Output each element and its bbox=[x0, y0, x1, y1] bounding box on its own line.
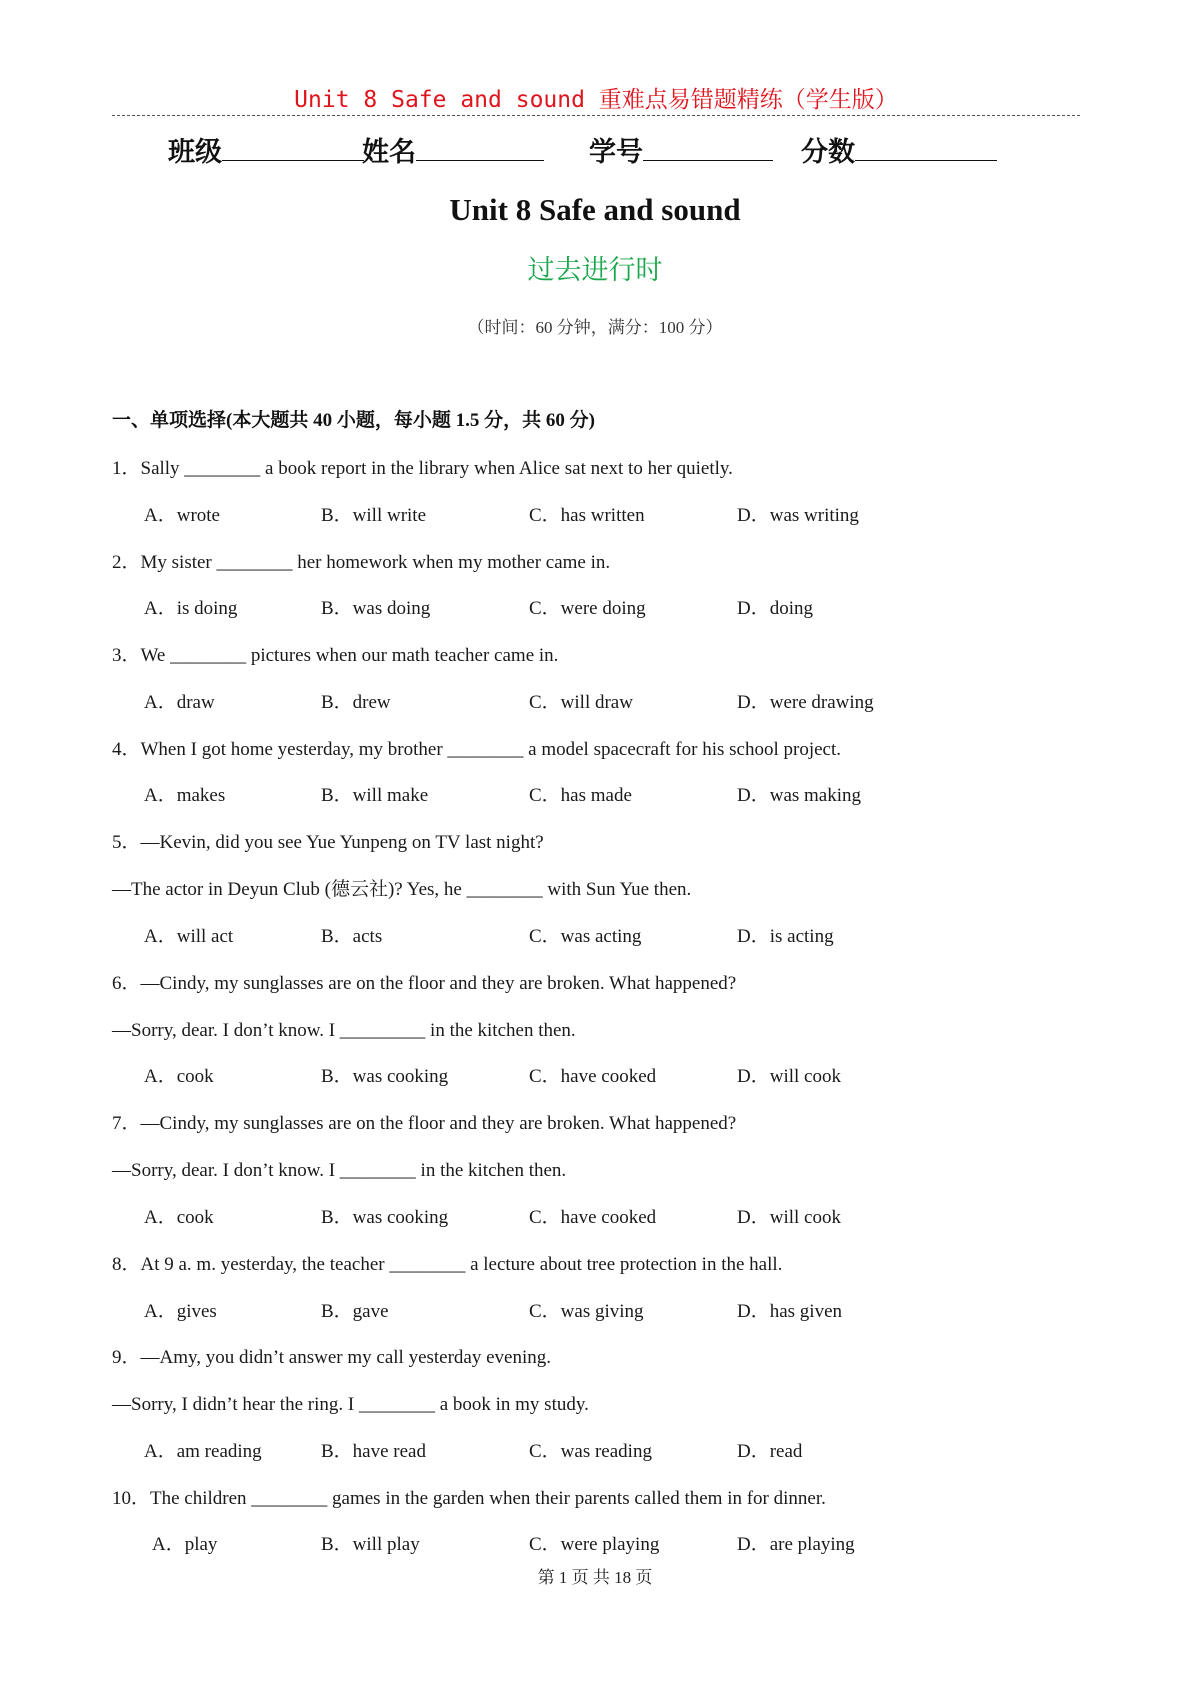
question-6-options bbox=[0, 1064, 1190, 1090]
option-a[interactable]: A．will act bbox=[144, 926, 234, 947]
name-blank[interactable] bbox=[416, 132, 544, 161]
name-field bbox=[362, 132, 544, 171]
page-subtitle: 过去进行时 bbox=[527, 255, 663, 286]
page-title: Unit 8 Safe and sound bbox=[449, 192, 741, 227]
id-blank[interactable] bbox=[643, 132, 773, 161]
option-b[interactable]: B．was cooking bbox=[321, 1066, 449, 1087]
option-a[interactable]: A．gives bbox=[144, 1301, 217, 1322]
option-a[interactable]: A．draw bbox=[144, 692, 215, 713]
question-3-options bbox=[0, 690, 1190, 716]
option-b[interactable]: B．have read bbox=[321, 1441, 426, 1462]
question-1-options bbox=[0, 503, 1190, 529]
option-d[interactable]: D．was making bbox=[737, 785, 862, 806]
option-c[interactable]: C．has made bbox=[529, 785, 632, 806]
question-5-stem-line-2: —The actor in Deyun Club (德云社)? Yes, he ________ with Sun Yue then. bbox=[112, 879, 692, 900]
option-b[interactable]: B．will make bbox=[321, 785, 429, 806]
question-4-stem: 4．When I got home yesterday, my brother ________ a model spacecraft for his school project. bbox=[112, 739, 841, 760]
class-label: 班级 bbox=[168, 137, 222, 168]
question-10-options bbox=[0, 1532, 1190, 1558]
option-b[interactable]: B．will play bbox=[321, 1534, 420, 1555]
header-divider bbox=[112, 115, 1080, 116]
option-b[interactable]: B．was cooking bbox=[321, 1207, 449, 1228]
question-7-options bbox=[0, 1205, 1190, 1231]
class-field bbox=[168, 132, 364, 171]
question-3-stem: 3．We ________ pictures when our math teacher came in. bbox=[112, 645, 559, 666]
question-7-stem-line-2: —Sorry, dear. I don’t know. I ________ in the kitchen then. bbox=[112, 1160, 567, 1181]
option-a[interactable]: A．makes bbox=[144, 785, 226, 806]
option-c[interactable]: C．were playing bbox=[529, 1534, 660, 1555]
option-b[interactable]: B．will write bbox=[321, 505, 427, 526]
question-4-options bbox=[0, 783, 1190, 809]
id-label: 学号 bbox=[589, 137, 643, 168]
question-2-options bbox=[0, 596, 1190, 622]
question-8-stem: 8．At 9 a. m. yesterday, the teacher ________ a lecture about tree protection in the hall. bbox=[112, 1254, 783, 1275]
class-blank[interactable] bbox=[222, 132, 364, 161]
option-d[interactable]: D．has given bbox=[737, 1301, 843, 1322]
question-9-stem-line-2: —Sorry, I didn’t hear the ring. I ________ a book in my study. bbox=[112, 1394, 589, 1415]
question-7-stem: 7．—Cindy, my sunglasses are on the floor and they are broken. What happened? bbox=[112, 1113, 737, 1134]
option-d[interactable]: D．are playing bbox=[737, 1534, 855, 1555]
section-heading: 一、单项选择(本大题共 40 小题，每小题 1.5 分，共 60 分) bbox=[112, 410, 595, 431]
option-b[interactable]: B．was doing bbox=[321, 598, 431, 619]
option-d[interactable]: D．will cook bbox=[737, 1207, 841, 1228]
question-6-stem-line-2: —Sorry, dear. I don’t know. I _________ in the kitchen then. bbox=[112, 1020, 576, 1041]
option-c[interactable]: C．have cooked bbox=[529, 1066, 657, 1087]
option-d[interactable]: D．is acting bbox=[737, 926, 834, 947]
option-c[interactable]: C．was acting bbox=[529, 926, 642, 947]
score-label: 分数 bbox=[801, 137, 855, 168]
option-b[interactable]: B．gave bbox=[321, 1301, 389, 1322]
option-c[interactable]: C．was giving bbox=[529, 1301, 644, 1322]
option-d[interactable]: D．doing bbox=[737, 598, 814, 619]
question-10-stem: 10．The children ________ games in the garden when their parents called them in for dinner. bbox=[112, 1488, 826, 1509]
option-d[interactable]: D．read bbox=[737, 1441, 803, 1462]
option-d[interactable]: D．was writing bbox=[737, 505, 859, 526]
question-1-stem: 1．Sally ________ a book report in the library when Alice sat next to her quietly. bbox=[112, 458, 733, 479]
option-c[interactable]: C．was reading bbox=[529, 1441, 652, 1462]
option-c[interactable]: C．were doing bbox=[529, 598, 646, 619]
option-a[interactable]: A．is doing bbox=[144, 598, 238, 619]
option-a[interactable]: A．am reading bbox=[144, 1441, 262, 1462]
page-number: 第 1 页 共 18 页 bbox=[537, 1568, 653, 1587]
question-5-stem: 5．—Kevin, did you see Yue Yunpeng on TV last night? bbox=[112, 832, 544, 853]
id-field bbox=[589, 132, 773, 171]
option-a[interactable]: A．cook bbox=[144, 1066, 214, 1087]
question-2-stem: 2．My sister ________ her homework when my mother came in. bbox=[112, 552, 611, 573]
option-c[interactable]: C．have cooked bbox=[529, 1207, 657, 1228]
question-9-options bbox=[0, 1439, 1190, 1465]
option-b[interactable]: B．drew bbox=[321, 692, 391, 713]
option-c[interactable]: C．has written bbox=[529, 505, 645, 526]
option-a[interactable]: A．cook bbox=[144, 1207, 214, 1228]
question-8-options bbox=[0, 1299, 1190, 1325]
option-c[interactable]: C．will draw bbox=[529, 692, 633, 713]
time-info: （时间：60 分钟，满分：100 分） bbox=[467, 318, 723, 337]
question-5-options bbox=[0, 924, 1190, 950]
document-header: Unit 8 Safe and sound 重难点易错题精练（学生版） bbox=[294, 87, 898, 113]
option-d[interactable]: D．will cook bbox=[737, 1066, 841, 1087]
option-b[interactable]: B．acts bbox=[321, 926, 383, 947]
score-field bbox=[801, 132, 997, 171]
option-a[interactable]: A．wrote bbox=[144, 505, 220, 526]
score-blank[interactable] bbox=[855, 132, 997, 161]
question-6-stem: 6．—Cindy, my sunglasses are on the floor and they are broken. What happened? bbox=[112, 973, 737, 994]
option-a[interactable]: A．play bbox=[152, 1534, 218, 1555]
name-label: 姓名 bbox=[362, 137, 416, 168]
question-9-stem: 9．—Amy, you didn’t answer my call yesterday evening. bbox=[112, 1347, 552, 1368]
option-d[interactable]: D．were drawing bbox=[737, 692, 874, 713]
